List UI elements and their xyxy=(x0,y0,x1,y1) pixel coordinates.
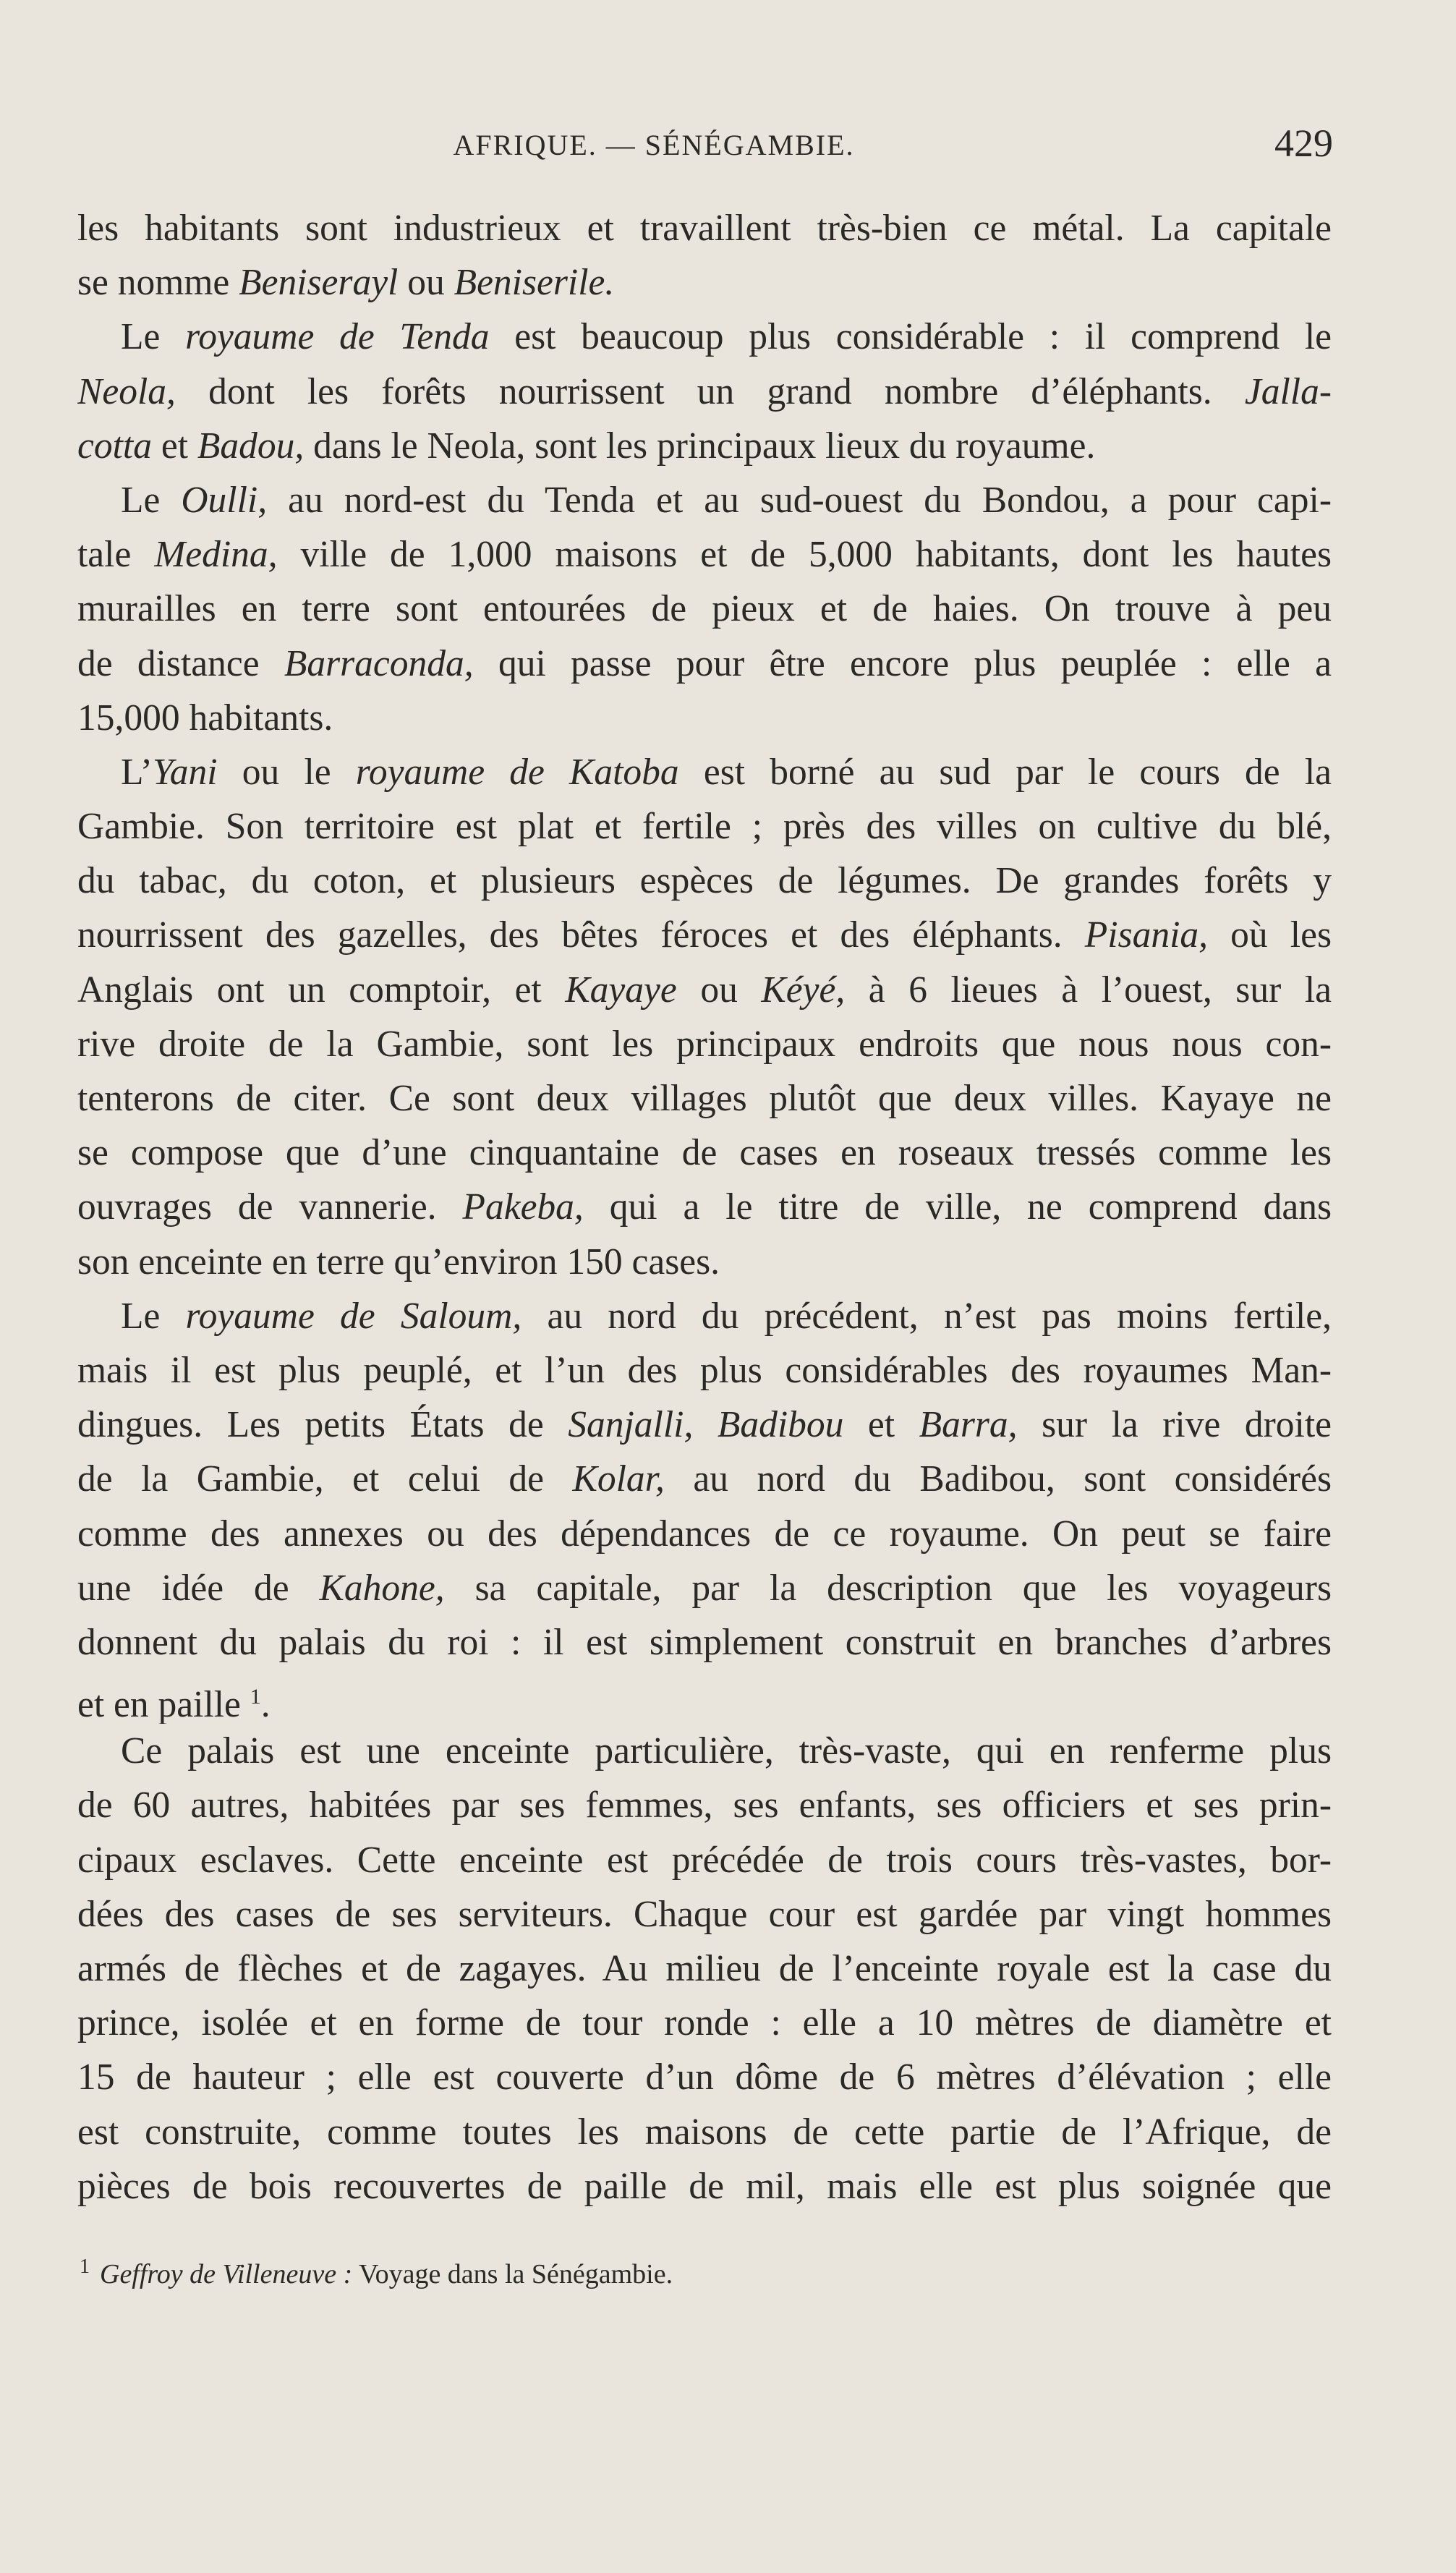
text-line xyxy=(77,1343,1332,1398)
text-run: ou le xyxy=(217,751,356,793)
text-run: L’ xyxy=(121,751,153,793)
text-run: dont les forêts nourrissent un grand nombre d’éléphants. xyxy=(175,370,1245,412)
text-run: au nord-est du Tenda et au sud-ouest du Bondou, a pour capi- xyxy=(267,479,1332,521)
text-run: est beaucoup plus considérable : il comprend le xyxy=(489,316,1332,358)
text-run: cipaux esclaves. Cette enceinte est précédée de trois cours très-vastes, bor- xyxy=(77,1839,1332,1881)
text-run: à 6 lieues à l’ouest, sur la xyxy=(845,969,1332,1011)
text-run: qui a le titre de ville, ne comprend dans xyxy=(583,1186,1332,1228)
text-run: ouvrages de vannerie. xyxy=(77,1186,463,1228)
text-run: Gambie. Son territoire est plat et fertile ; près des villes on cultive du blé, xyxy=(77,806,1332,848)
text-line xyxy=(77,419,1332,473)
text-line xyxy=(77,637,1332,691)
italic-text: Beniserayl xyxy=(239,262,399,304)
footnote-title: Voyage dans la Sénégambie. xyxy=(352,2259,673,2289)
italic-text: royaume de Tenda xyxy=(185,316,490,358)
text-run: pièces de bois recouvertes de paille de mil, mais elle est plus soignée que xyxy=(77,2165,1332,2207)
footnote-mark: 1 xyxy=(80,2255,90,2278)
text-line xyxy=(77,691,1332,745)
italic-text: Kayaye xyxy=(565,969,677,1011)
text-line xyxy=(77,365,1332,419)
text-run: sur la rive droite xyxy=(1017,1404,1332,1446)
text-line xyxy=(77,2105,1332,2159)
text-run: ville de 1,000 maisons et de 5,000 habitants, dont les hautes xyxy=(277,534,1332,576)
text-run: et xyxy=(151,425,197,467)
text-line xyxy=(77,201,1332,255)
text-run: au nord du Badibou, sont considérés xyxy=(664,1458,1332,1500)
text-run: de 60 autres, habitées par ses femmes, ses enfants, ses officiers et ses prin- xyxy=(77,1785,1332,1826)
text-line xyxy=(77,908,1332,962)
text-line xyxy=(77,1615,1332,1670)
text-run: les habitants sont industrieux et travaillent très-bien ce métal. La capitale xyxy=(77,208,1332,249)
text-line xyxy=(77,1180,1332,1234)
italic-text: Kahone, xyxy=(319,1567,445,1609)
page-header xyxy=(76,119,1333,177)
text-line xyxy=(77,1887,1332,1942)
footnote-author: Geffroy de Villeneuve : xyxy=(100,2259,353,2289)
page-number: 429 xyxy=(1274,122,1333,165)
text-run: Ce palais est une enceinte particulière, très-vaste, qui en renferme plus xyxy=(121,1730,1332,1772)
running-head: AFRIQUE. — SÉNÉGAMBIE. xyxy=(453,129,855,161)
italic-text: Jalla- xyxy=(1244,370,1332,412)
text-run: où les xyxy=(1208,914,1332,956)
text-run: donnent du palais du roi : il est simplement construit en branches d’arbres xyxy=(77,1621,1332,1663)
italic-text: Barraconda, xyxy=(284,642,474,684)
italic-text: Oulli, xyxy=(181,479,268,521)
text-line xyxy=(77,310,1332,364)
text-run: Le xyxy=(121,479,182,521)
body-text xyxy=(77,201,1332,2213)
text-run: mais il est plus peuplé, et l’un des plus considérables des royaumes Man- xyxy=(77,1349,1332,1391)
text-run: murailles en terre sont entourées de pieux et de haies. On trouve à peu xyxy=(77,588,1332,630)
text-line xyxy=(77,1452,1332,1506)
text-line xyxy=(77,1833,1332,1887)
italic-text: Yani xyxy=(152,751,218,793)
italic-text: royaume de Saloum, xyxy=(185,1295,522,1337)
italic-text: Pisania, xyxy=(1084,914,1209,956)
text-run: armés de flèches et de zagayes. Au milieu de l’enceinte royale est la case du xyxy=(77,1948,1332,1989)
text-line xyxy=(77,2159,1332,2213)
text-line xyxy=(77,1126,1332,1180)
italic-text: Kolar, xyxy=(572,1458,665,1500)
text-run: sa capitale, par la description que les voyageurs xyxy=(444,1567,1332,1609)
text-run: . xyxy=(260,1684,271,1724)
footnote-reference: 1 xyxy=(250,1685,261,1709)
text-line xyxy=(77,1724,1332,1778)
text-line xyxy=(77,255,1332,310)
italic-text: Sanjalli, Badibou xyxy=(568,1404,844,1446)
text-run: Le xyxy=(121,316,186,358)
text-run: se compose que d’une cinquantaine de cases en roseaux tressés comme les xyxy=(77,1132,1332,1174)
text-run: de distance xyxy=(77,642,284,684)
text-run: de la Gambie, et celui de xyxy=(77,1458,573,1500)
text-line xyxy=(77,745,1332,799)
text-run: ou xyxy=(676,969,762,1011)
text-run: est borné au sud par le cours de la xyxy=(678,751,1332,793)
text-line xyxy=(77,1507,1332,1561)
text-run: tenterons de citer. Ce sont deux villages plutôt que deux villes. Kayaye ne xyxy=(77,1078,1332,1119)
text-line xyxy=(77,1017,1332,1071)
text-run: et en paille xyxy=(77,1684,250,1724)
text-run: 15,000 habitants. xyxy=(77,697,333,739)
text-line xyxy=(77,1778,1332,1832)
text-run: une idée de xyxy=(77,1567,320,1609)
text-run: au nord du précédent, n’est pas moins fertile, xyxy=(521,1295,1332,1337)
text-line xyxy=(77,582,1332,636)
text-run: tale xyxy=(77,534,155,576)
text-line xyxy=(77,1071,1332,1126)
text-line xyxy=(77,1289,1332,1343)
text-line xyxy=(77,1670,1332,1724)
text-run: rive droite de la Gambie, sont les principaux endroits que nous nous con- xyxy=(77,1023,1332,1065)
text-line xyxy=(77,799,1332,854)
text-run: nourrissent des gazelles, des bêtes féroces et des éléphants. xyxy=(77,914,1085,956)
italic-text: Beniserile. xyxy=(454,262,615,304)
text-line xyxy=(77,1996,1332,2050)
text-run: son enceinte en terre qu’environ 150 cases. xyxy=(77,1241,720,1283)
text-run: qui passe pour être encore plus peuplée : elle a xyxy=(473,642,1332,684)
footnote xyxy=(80,2255,673,2290)
text-run: dingues. Les petits États de xyxy=(77,1404,569,1446)
text-run: 15 de hauteur ; elle est couverte d’un dôme de 6 mètres d’élévation ; elle xyxy=(77,2057,1332,2098)
text-run: du tabac, du coton, et plusieurs espèces de légumes. De grandes forêts y xyxy=(77,860,1332,902)
text-line xyxy=(77,1942,1332,1996)
italic-text: Medina, xyxy=(154,534,278,576)
text-run: ou xyxy=(398,262,454,304)
text-line xyxy=(77,1235,1332,1289)
italic-text: Neola, xyxy=(77,370,176,412)
text-run: dans le Neola, sont les principaux lieux du royaume. xyxy=(304,425,1096,467)
text-line xyxy=(77,2050,1332,2104)
text-line xyxy=(77,527,1332,582)
text-run: prince, isolée et en forme de tour ronde : elle a 10 mètres de diamètre et xyxy=(77,2002,1332,2044)
text-run: Le xyxy=(121,1295,186,1337)
text-line xyxy=(77,1398,1332,1452)
italic-text: Pakeba, xyxy=(462,1186,584,1228)
italic-text: Barra, xyxy=(919,1404,1018,1446)
text-line xyxy=(77,963,1332,1017)
text-run: est construite, comme toutes les maisons de cette partie de l’Afrique, de xyxy=(77,2111,1332,2153)
text-line xyxy=(77,473,1332,527)
text-run: dées des cases de ses serviteurs. Chaque cour est gardée par vingt hommes xyxy=(77,1893,1332,1935)
italic-text: Kéyé, xyxy=(761,969,846,1011)
italic-text: Badou, xyxy=(197,425,305,467)
text-line xyxy=(77,854,1332,908)
text-run: comme des annexes ou des dépendances de ce royaume. On peut se faire xyxy=(77,1513,1332,1555)
text-run: Anglais ont un comptoir, et xyxy=(77,969,566,1011)
text-run: se nomme xyxy=(77,262,239,304)
italic-text: royaume de Katoba xyxy=(355,751,679,793)
italic-text: cotta xyxy=(77,425,152,467)
text-run: et xyxy=(843,1404,919,1446)
text-line xyxy=(77,1561,1332,1615)
